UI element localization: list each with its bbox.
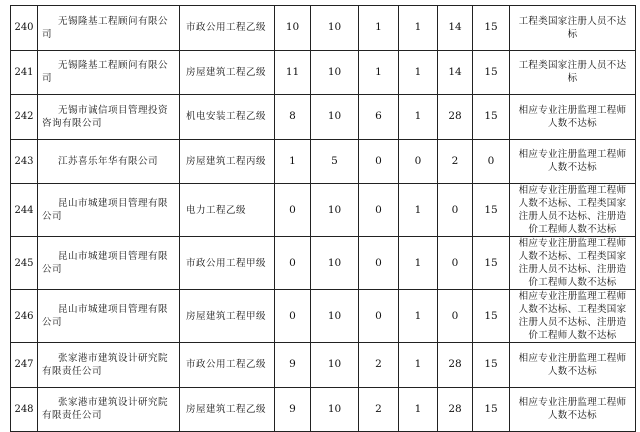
value-col-3: 1: [359, 50, 399, 95]
row-number: 244: [11, 184, 38, 237]
value-col-2: 10: [311, 6, 359, 51]
table-row: [11, 139, 636, 184]
value-col-6: 15: [473, 95, 510, 140]
value-col-1: 10: [275, 6, 311, 51]
value-col-2: 10: [311, 387, 359, 432]
remark: 相应专业注册监理工程师人数不达标: [510, 95, 636, 140]
company-name: [38, 343, 180, 388]
remark: 相应专业注册监理工程师人数不达标、工程类国家注册人员不达标、注册造价工程师人数不达标: [510, 184, 636, 237]
value-col-6: 15: [473, 387, 510, 432]
value-col-1: 11: [275, 50, 311, 95]
row-number: 241: [11, 50, 38, 95]
value-col-6: 15: [473, 343, 510, 388]
company-name-line2: 咨询有限公司: [42, 117, 103, 129]
table-row: [11, 184, 636, 237]
remark: 相应专业注册监理工程师人数不达标: [510, 139, 636, 184]
value-col-2: 10: [311, 343, 359, 388]
value-col-5: 28: [438, 387, 473, 432]
table-row: [11, 387, 636, 432]
value-col-4: 0: [399, 139, 438, 184]
remark: 工程类国家注册人员不达标: [510, 6, 636, 51]
company-name-line1: 昆山市城建项目管理有限: [58, 251, 169, 262]
value-col-5: 2: [438, 139, 473, 184]
company-name-line1: 无锡市诚信项目管理投资: [58, 104, 169, 116]
remark: 相应专业注册监理工程师人数不达标、工程类国家注册人员不达标、注册造价工程师人数不达标: [510, 290, 636, 343]
company-name-line2: 有限责任公司: [42, 365, 103, 377]
value-col-3: 0: [359, 184, 399, 237]
value-col-6: 0: [473, 139, 510, 184]
qualification: 房屋建筑工程丙级: [180, 139, 275, 184]
value-col-4: 1: [399, 387, 438, 432]
remark: 相应专业注册监理工程师人数不达标、工程类国家注册人员不达标、注册造价工程师人数不达标: [510, 237, 636, 290]
company-name-line1: 昆山市城建项目管理有限: [58, 304, 169, 315]
qualification: 市政公用工程乙级: [180, 343, 275, 388]
table-row: [11, 95, 636, 140]
row-number: 242: [11, 95, 38, 140]
company-name-line2: 公司: [42, 211, 63, 222]
row-number: 247: [11, 343, 38, 388]
row-number: 240: [11, 6, 38, 51]
company-name-line2: 公司: [42, 317, 63, 328]
company-name-line1: 无锡隆基工程顾问有限公: [58, 15, 169, 27]
table-row: [11, 50, 636, 95]
value-col-3: 2: [359, 387, 399, 432]
value-col-2: 10: [311, 50, 359, 95]
qualification: 电力工程乙级: [180, 184, 275, 237]
company-name: [38, 95, 180, 140]
value-col-2: 10: [311, 237, 359, 290]
value-col-5: 28: [438, 95, 473, 140]
qualification: 房屋建筑工程乙级: [180, 387, 275, 432]
value-col-1: 0: [275, 184, 311, 237]
company-name: [38, 237, 180, 290]
qualification: 机电安装工程乙级: [180, 95, 275, 140]
company-name-line2: 有限责任公司: [42, 410, 103, 422]
value-col-3: 2: [359, 343, 399, 388]
value-col-5: 0: [438, 184, 473, 237]
value-col-5: 14: [438, 6, 473, 51]
company-name: [38, 290, 180, 343]
row-number: 243: [11, 139, 38, 184]
company-name-line2: 司: [42, 28, 53, 40]
value-col-3: 0: [359, 139, 399, 184]
value-col-1: 1: [275, 139, 311, 184]
qualification: 房屋建筑工程甲级: [180, 290, 275, 343]
row-number: 248: [11, 387, 38, 432]
table-row: [11, 290, 636, 343]
table-row: [11, 343, 636, 388]
company-name-line2: 公司: [42, 264, 63, 275]
value-col-6: 15: [473, 6, 510, 51]
company-name-line1: 江苏喜乐年华有限公司: [58, 155, 159, 167]
value-col-5: 0: [438, 237, 473, 290]
value-col-6: 15: [473, 290, 510, 343]
value-col-1: 0: [275, 237, 311, 290]
value-col-6: 15: [473, 184, 510, 237]
value-col-6: 15: [473, 50, 510, 95]
value-col-2: 5: [311, 139, 359, 184]
table-row: [11, 237, 636, 290]
qualification: 市政公用工程乙级: [180, 6, 275, 51]
qualification: 市政公用工程甲级: [180, 237, 275, 290]
value-col-5: 28: [438, 343, 473, 388]
value-col-4: 1: [399, 237, 438, 290]
value-col-4: 1: [399, 6, 438, 51]
table-row: [11, 6, 636, 51]
company-name-line1: 无锡隆基工程顾问有限公: [58, 60, 169, 72]
company-name-line2: 司: [42, 73, 53, 85]
row-number: 245: [11, 237, 38, 290]
value-col-3: 0: [359, 290, 399, 343]
value-col-2: 10: [311, 290, 359, 343]
value-col-4: 1: [399, 290, 438, 343]
row-number: 246: [11, 290, 38, 343]
value-col-4: 1: [399, 184, 438, 237]
value-col-4: 1: [399, 343, 438, 388]
remark: 工程类国家注册人员不达标: [510, 50, 636, 95]
value-col-2: 10: [311, 184, 359, 237]
company-name: [38, 184, 180, 237]
company-name: [38, 387, 180, 432]
value-col-3: 1: [359, 6, 399, 51]
value-col-1: 0: [275, 290, 311, 343]
value-col-2: 10: [311, 95, 359, 140]
company-name-line1: 张家港市建筑设计研究院: [58, 352, 169, 364]
value-col-4: 1: [399, 50, 438, 95]
company-name: [38, 50, 180, 95]
value-col-1: 8: [275, 95, 311, 140]
company-name-line1: 张家港市建筑设计研究院: [58, 397, 169, 409]
qualification: 房屋建筑工程乙级: [180, 50, 275, 95]
value-col-6: 15: [473, 237, 510, 290]
value-col-4: 1: [399, 95, 438, 140]
company-name: [38, 139, 180, 184]
value-col-5: 14: [438, 50, 473, 95]
remark: 相应专业注册监理工程师人数不达标: [510, 343, 636, 388]
value-col-3: 0: [359, 237, 399, 290]
company-name-line1: 昆山市城建项目管理有限: [58, 198, 169, 209]
value-col-3: 6: [359, 95, 399, 140]
company-name: [38, 6, 180, 51]
value-col-1: 9: [275, 343, 311, 388]
value-col-5: 0: [438, 290, 473, 343]
qualification-table: [10, 5, 636, 432]
remark: 相应专业注册监理工程师人数不达标: [510, 387, 636, 432]
value-col-1: 9: [275, 387, 311, 432]
